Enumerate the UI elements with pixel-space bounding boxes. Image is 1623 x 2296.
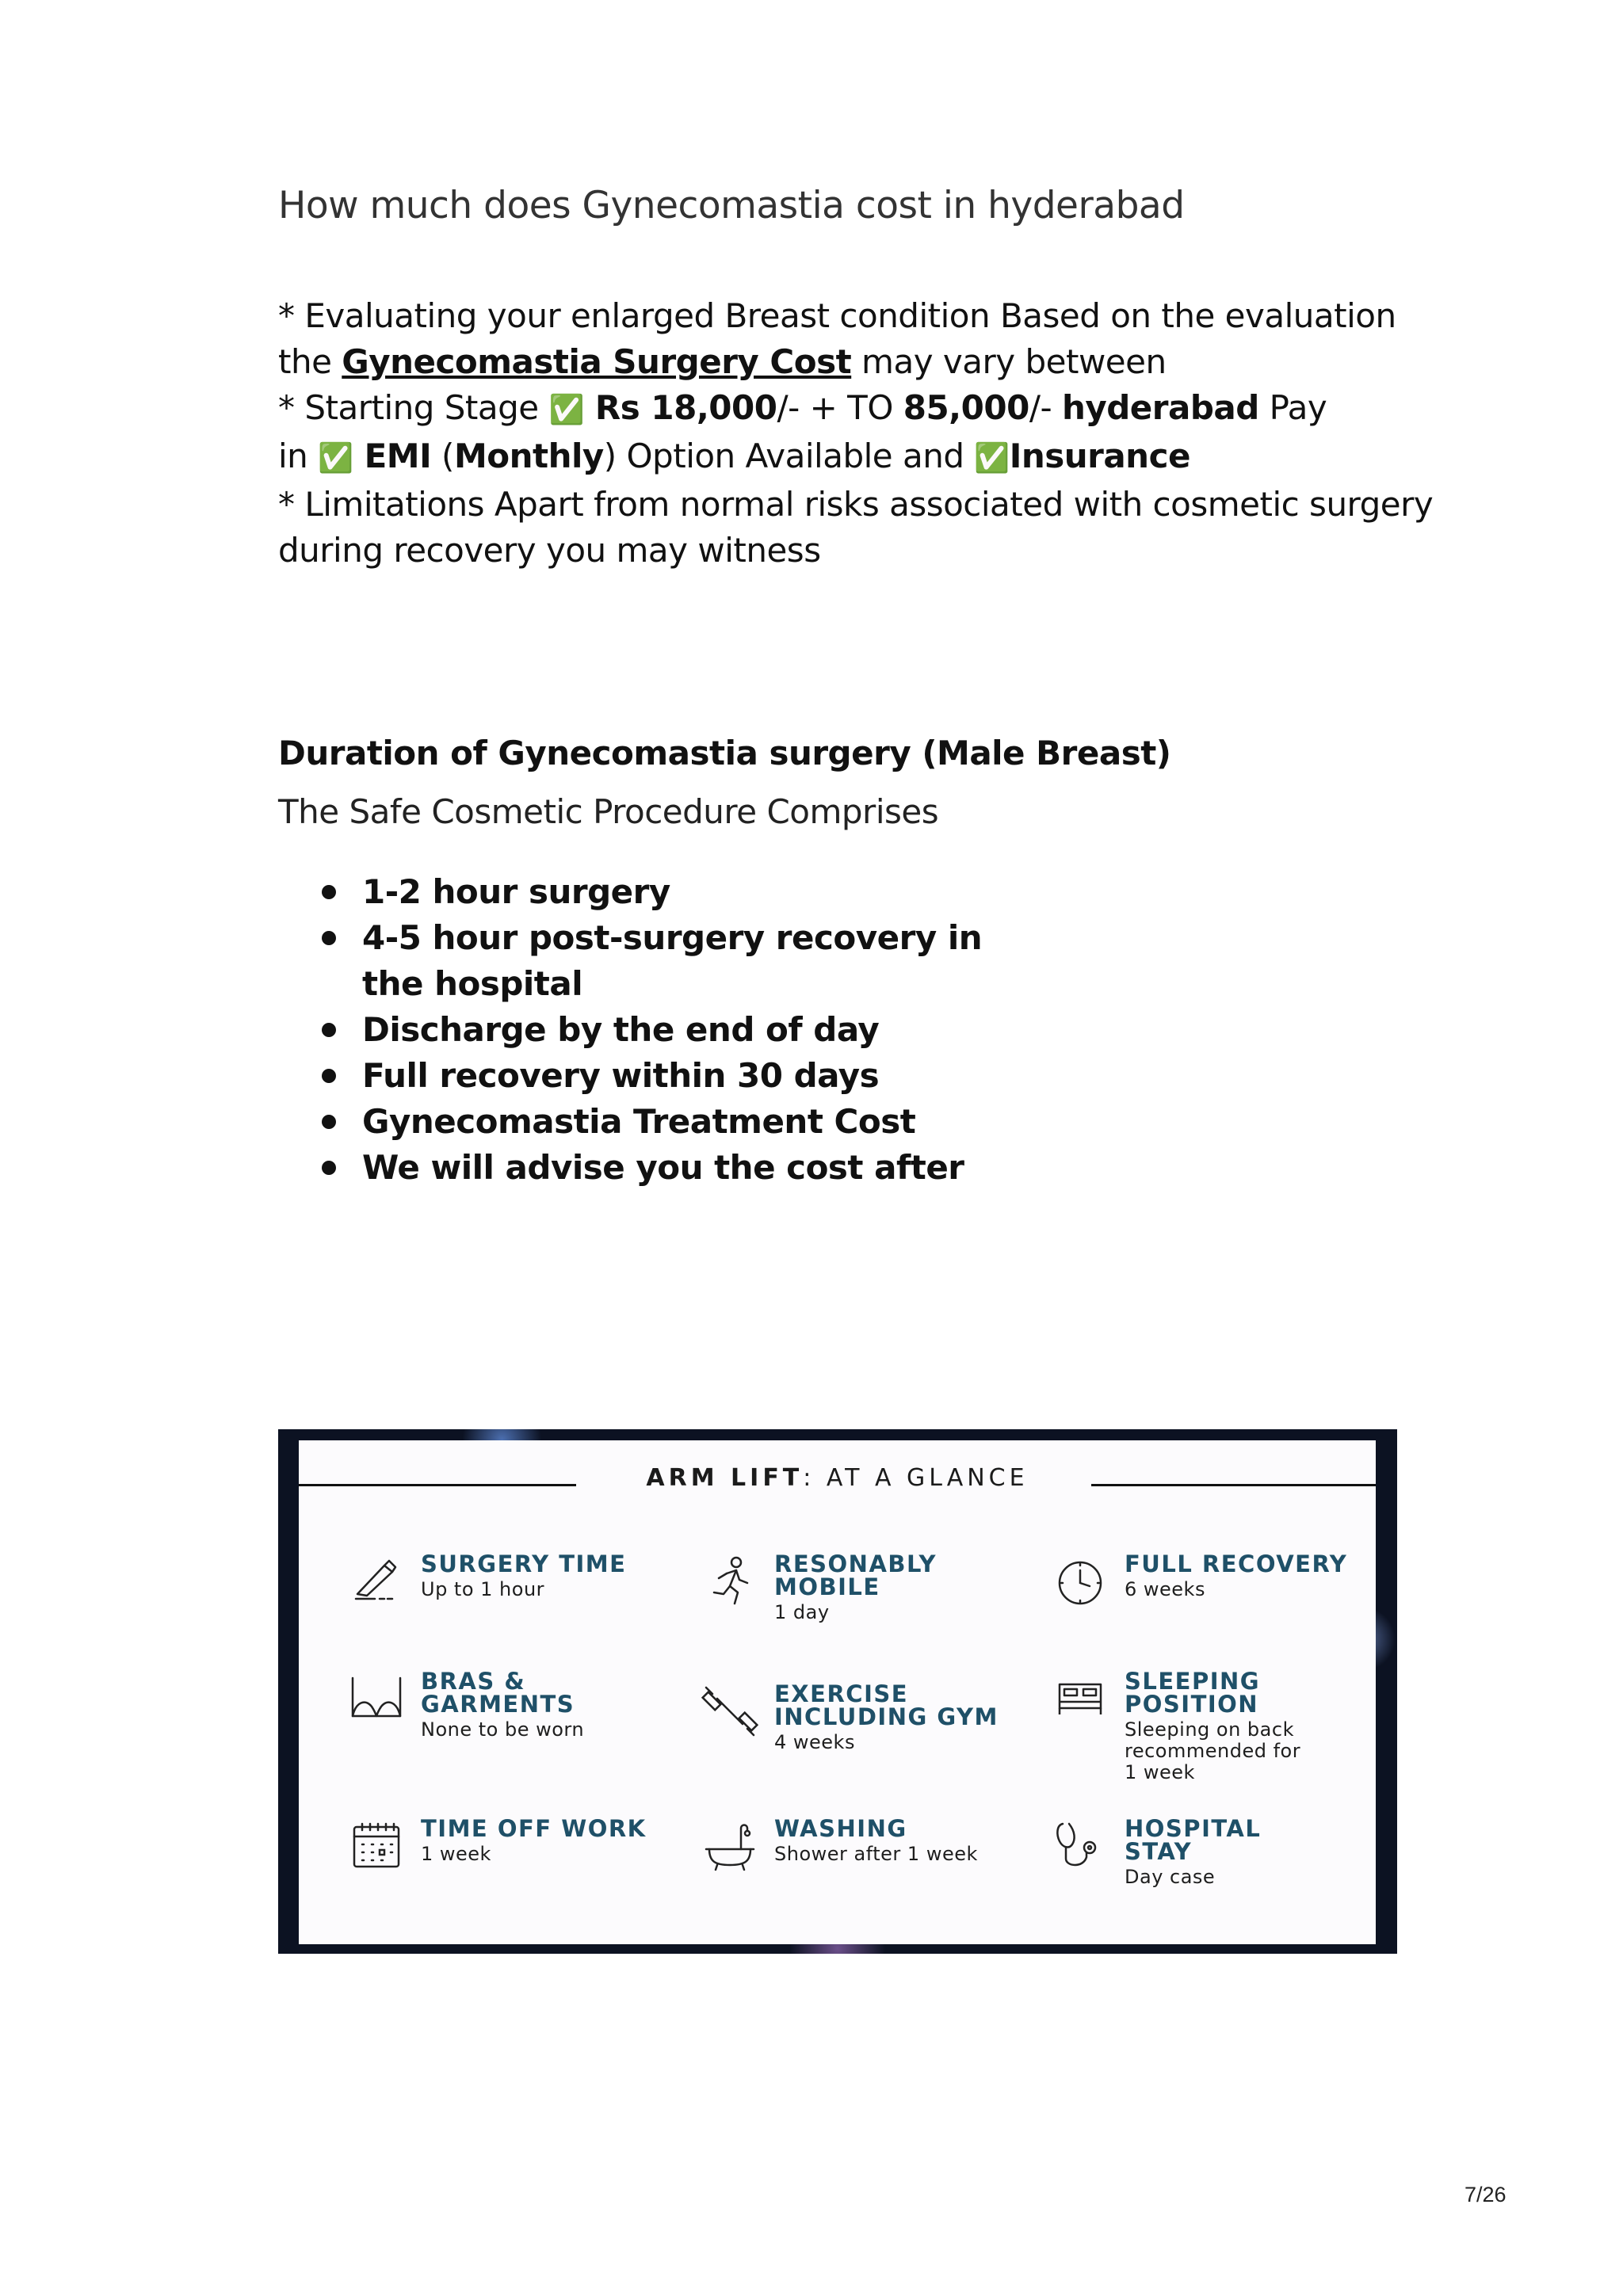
duration-title: Duration of Gynecomastia surgery (Male Breast) bbox=[278, 734, 1171, 772]
stethoscope-icon bbox=[1052, 1817, 1109, 1875]
cost-line-6: during recovery you may witness bbox=[278, 531, 821, 570]
cost-line-3: * Starting Stage ✅ Rs 18,000/- + TO 85,000/- hyderabad Pay bbox=[278, 388, 1327, 427]
duration-subtitle: The Safe Cosmetic Procedure Comprises bbox=[278, 792, 939, 831]
list-item: We will advise you the cost after bbox=[322, 1145, 1035, 1191]
item-heading: SURGERY TIME bbox=[421, 1550, 627, 1577]
infographic-title: ARM LIFT: AT A GLANCE bbox=[646, 1464, 1029, 1492]
item-detail: 1 day bbox=[774, 1601, 830, 1623]
item-heading: FULL RECOVERY bbox=[1125, 1550, 1348, 1577]
cost-line-2: the Gynecomastia Surgery Cost may vary between bbox=[278, 342, 1167, 381]
clock-icon bbox=[1052, 1553, 1109, 1610]
dumbbell-icon bbox=[701, 1683, 758, 1740]
item-detail: Sleeping on back recommended for 1 week bbox=[1125, 1718, 1301, 1783]
item-detail: Shower after 1 week bbox=[774, 1843, 978, 1865]
bathtub-icon bbox=[701, 1817, 758, 1875]
cost-line-4: in ✅ EMI (Monthly) Option Available and ✅Insurance bbox=[278, 437, 1190, 475]
arm-lift-infographic bbox=[278, 1429, 1397, 1954]
list-item: 1-2 hour surgery bbox=[322, 869, 1035, 915]
item-detail: 1 week bbox=[421, 1843, 491, 1865]
list-item: Discharge by the end of day bbox=[322, 1007, 1035, 1053]
scalpel-icon bbox=[348, 1553, 405, 1610]
bullet-icon bbox=[322, 1023, 336, 1037]
page-number: 7/26 bbox=[1465, 2183, 1507, 2206]
infographic-card bbox=[299, 1440, 1376, 1944]
item-heading: SLEEPING POSITION bbox=[1125, 1668, 1261, 1718]
item-detail: 6 weeks bbox=[1125, 1578, 1205, 1600]
calendar-icon bbox=[348, 1817, 405, 1875]
list-item: Gynecomastia Treatment Cost bbox=[322, 1099, 1035, 1145]
checkmark-icon: ✅ bbox=[318, 442, 353, 475]
bullet-icon bbox=[322, 885, 336, 899]
bullet-icon bbox=[322, 931, 336, 945]
duration-list bbox=[322, 869, 1035, 1191]
item-heading: RESONABLY MOBILE bbox=[774, 1550, 937, 1600]
bra-icon bbox=[348, 1670, 405, 1727]
surgery-cost-link[interactable]: Gynecomastia Surgery Cost bbox=[342, 342, 852, 381]
item-heading: EXERCISE INCLUDING GYM bbox=[774, 1680, 999, 1730]
cost-line-1: * Evaluating your enlarged Breast condition Based on the evaluation bbox=[278, 296, 1396, 335]
item-heading: TIME OFF WORK bbox=[421, 1815, 647, 1842]
list-item: Full recovery within 30 days bbox=[322, 1053, 1035, 1099]
item-detail: Up to 1 hour bbox=[421, 1578, 545, 1600]
checkmark-icon: ✅ bbox=[548, 394, 584, 426]
running-person-icon bbox=[701, 1553, 758, 1610]
item-heading: HOSPITAL STAY bbox=[1125, 1815, 1262, 1865]
bullet-icon bbox=[322, 1069, 336, 1083]
item-detail: Day case bbox=[1125, 1866, 1216, 1888]
bullet-icon bbox=[322, 1161, 336, 1175]
checkmark-icon: ✅ bbox=[974, 442, 1010, 475]
item-detail: 4 weeks bbox=[774, 1731, 855, 1753]
cost-paragraph bbox=[278, 293, 1434, 574]
cost-line-5: * Limitations Apart from normal risks associated with cosmetic surgery bbox=[278, 485, 1434, 524]
bullet-icon bbox=[322, 1115, 336, 1129]
bed-icon bbox=[1052, 1670, 1109, 1727]
item-detail: None to be worn bbox=[421, 1718, 585, 1741]
item-heading: WASHING bbox=[774, 1815, 907, 1842]
page-heading: How much does Gynecomastia cost in hyderabad bbox=[278, 184, 1185, 227]
list-item: 4-5 hour post-surgery recovery in the hospital bbox=[322, 915, 1035, 1007]
item-heading: BRAS & GARMENTS bbox=[421, 1668, 575, 1718]
